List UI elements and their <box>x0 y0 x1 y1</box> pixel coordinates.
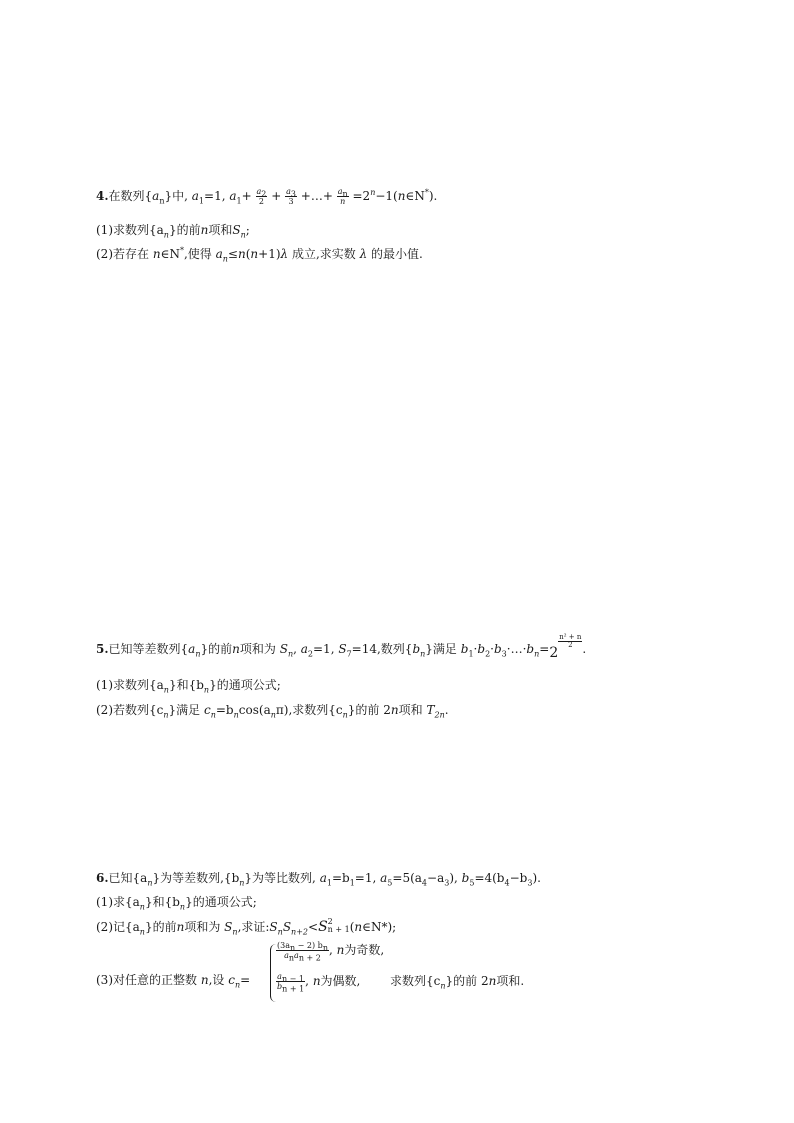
text: ≤ <box>227 247 238 261</box>
var: a <box>277 972 282 981</box>
text: . <box>444 703 449 717</box>
var: a <box>229 189 237 203</box>
text: }的前 <box>144 920 177 934</box>
sub: n <box>270 710 276 720</box>
text: π),求数列{c <box>275 703 343 717</box>
text: =1, <box>354 871 377 885</box>
var: n <box>397 189 406 203</box>
var: n <box>152 247 161 261</box>
text: , <box>293 642 297 656</box>
text: . <box>582 642 587 656</box>
sub: n <box>179 902 186 912</box>
text: }满足 <box>168 703 201 717</box>
text: (1)求{a <box>96 895 140 909</box>
var: n <box>200 973 209 987</box>
case-odd-fraction <box>276 941 329 963</box>
text: 已知{a <box>108 871 148 885</box>
text: =1, <box>313 642 335 656</box>
problem-5-number: 5. <box>96 642 109 656</box>
sub: n <box>163 710 169 720</box>
sub: n <box>147 878 153 888</box>
sub: n+2 <box>291 927 308 937</box>
s-squared-scripts <box>328 918 350 934</box>
text: · <box>473 642 478 656</box>
problem-6-statement <box>96 870 541 886</box>
text: }的前 2 <box>445 974 489 988</box>
var: S <box>269 920 278 934</box>
text: =b <box>215 703 234 717</box>
sub: 2 <box>485 649 491 659</box>
text: 成立,求实数 <box>291 247 356 261</box>
problem-6-question-1 <box>96 894 257 910</box>
var: n <box>176 920 185 934</box>
text: ). <box>532 871 541 885</box>
sub: n + 1 <box>282 984 305 994</box>
sub: n <box>342 710 348 720</box>
text: ( <box>245 247 251 261</box>
exponent-fraction <box>558 634 582 649</box>
var: S <box>282 920 292 934</box>
text: ∈N*); <box>362 920 397 934</box>
sub: n <box>139 902 145 912</box>
sub: n + 1 <box>327 924 350 934</box>
text: = <box>240 973 251 987</box>
var: c <box>203 703 211 717</box>
sup: n <box>370 188 376 197</box>
sub: n <box>232 927 238 937</box>
sub: 1 <box>326 878 332 888</box>
text: 项和 <box>208 223 233 237</box>
text: =b <box>331 871 350 885</box>
text: ,求证: <box>237 920 270 934</box>
den: n <box>340 197 346 206</box>
sub: n <box>289 943 296 953</box>
text: (3a <box>277 941 290 950</box>
var: S <box>232 223 241 237</box>
text: ∈N <box>160 247 180 261</box>
text: 项和为 <box>239 642 276 656</box>
piecewise-case-odd <box>276 941 385 963</box>
sub: 2n <box>434 710 445 720</box>
text: ,使得 <box>183 247 212 261</box>
num: n² + n <box>559 633 582 641</box>
text: − 2) b <box>295 941 323 950</box>
text: cos(a <box>238 703 271 717</box>
sub: n <box>233 710 239 720</box>
text: 的最小值. <box>371 247 423 261</box>
var: n <box>237 247 246 261</box>
var: b <box>493 642 502 656</box>
text: 项和. <box>496 974 525 988</box>
text: =14,数列{ <box>351 642 413 656</box>
text: ; <box>245 223 250 237</box>
sub: n <box>288 953 295 963</box>
text: =5(a <box>392 871 422 885</box>
sub: 2 <box>307 649 313 659</box>
text: (1)求数列{a <box>96 223 164 237</box>
text: 求数列{c <box>390 974 441 988</box>
sub: n <box>322 943 328 953</box>
sup: * <box>424 188 429 197</box>
sub: 3 <box>444 878 450 888</box>
sub: n <box>534 649 540 659</box>
text: }的前 <box>200 642 233 656</box>
text: }的通项公式; <box>185 895 257 909</box>
var: a <box>191 189 199 203</box>
text: 为奇数, <box>344 943 385 957</box>
var: S <box>224 920 233 934</box>
text: 已知等差数列{ <box>108 642 189 656</box>
sub: n <box>139 927 145 937</box>
text: }的前 2 <box>347 703 391 717</box>
var: b <box>526 642 535 656</box>
text: = <box>539 642 550 656</box>
problem-6-question-3-tail <box>390 972 524 989</box>
var: λ <box>280 247 289 261</box>
sub: 5 <box>469 878 475 888</box>
var: b <box>477 642 486 656</box>
problem-6-question-3-lead <box>96 972 250 988</box>
text: ). <box>428 189 438 203</box>
var: a <box>284 951 289 960</box>
var: n <box>390 703 399 717</box>
sub: 1 <box>198 196 205 206</box>
problem-4-question-1 <box>96 222 250 238</box>
sub: n <box>195 649 201 659</box>
text: ·…· <box>506 642 527 656</box>
sup: * <box>179 246 184 255</box>
var: a <box>300 642 308 656</box>
sub: 4 <box>421 878 428 888</box>
text: }满足 <box>425 642 457 656</box>
text: (3)对任意的正整数 <box>96 973 197 987</box>
var: b <box>461 871 470 885</box>
sub: 1 <box>349 878 355 888</box>
fraction-an-over-n <box>337 187 349 206</box>
sub: 3 <box>501 649 507 659</box>
problem-4-statement <box>96 187 437 206</box>
var: n <box>232 642 240 656</box>
text: · <box>490 642 494 656</box>
sub: n <box>163 230 169 240</box>
den: 3 <box>285 196 297 206</box>
var: a <box>215 247 223 261</box>
text: −b <box>509 871 528 885</box>
sub: 3 <box>527 878 533 888</box>
text: 项和为 <box>184 920 221 934</box>
text: , <box>305 974 309 988</box>
sub: n <box>240 230 246 240</box>
sub: n <box>222 254 228 264</box>
den: 2 <box>256 196 268 206</box>
var: b <box>277 982 283 991</box>
sub: n <box>342 189 348 199</box>
var: a <box>294 951 299 960</box>
problem-6-number: 6. <box>96 871 109 885</box>
problem-5-question-2 <box>96 702 449 718</box>
sub: 4 <box>504 878 510 888</box>
text: 在数列{ <box>108 189 153 203</box>
var: a <box>380 871 388 885</box>
var: a <box>256 187 262 196</box>
fraction-a3-over-3 <box>285 187 297 206</box>
text: ), <box>449 871 458 885</box>
var: S <box>279 642 288 656</box>
text: ,设 <box>208 973 225 987</box>
text: }中, <box>164 189 188 203</box>
var: a <box>152 189 160 203</box>
text: (2)若存在 <box>96 247 149 261</box>
var: n <box>336 943 345 957</box>
problem-5-question-1 <box>96 677 281 693</box>
var: T <box>426 703 435 717</box>
sub: n <box>203 685 210 695</box>
text: +1) <box>258 247 281 261</box>
sub: n <box>159 196 165 206</box>
den: 2 <box>558 641 582 649</box>
sub: n <box>440 981 446 991</box>
text: < <box>308 920 319 934</box>
var: a <box>286 187 291 196</box>
text: 为偶数, <box>320 974 361 988</box>
var: S <box>338 642 347 656</box>
text: −a <box>427 871 445 885</box>
sub: n − 1 <box>281 974 304 984</box>
text: ∈N <box>405 189 425 203</box>
sub: n <box>287 649 294 659</box>
text: =4(b <box>474 871 505 885</box>
problem-5-statement <box>96 633 587 661</box>
sub: 3 <box>290 189 296 199</box>
var: b <box>460 642 469 656</box>
text: =2 <box>352 189 371 203</box>
sub: 5 <box>387 878 393 888</box>
var: λ <box>359 247 368 261</box>
sub: n <box>277 927 283 937</box>
sub: 2 <box>261 189 267 199</box>
text: +…+ <box>300 189 333 203</box>
text: }为等比数列, <box>244 871 316 885</box>
text: (2)若数列{c <box>96 703 164 717</box>
text: ( <box>349 920 355 934</box>
text: 项和 <box>398 703 423 717</box>
text: }和{b <box>168 678 204 692</box>
text: , <box>328 943 333 957</box>
var: a <box>337 187 343 196</box>
var: n <box>312 974 321 988</box>
sub: n <box>163 685 169 695</box>
text: }的通项公式; <box>209 678 281 692</box>
text: (2)记{a <box>96 920 140 934</box>
text: 2 <box>549 645 559 661</box>
var: S <box>318 919 328 935</box>
sub: n + 2 <box>298 953 321 963</box>
var: a <box>188 642 196 656</box>
text: −1( <box>375 189 398 203</box>
var: c <box>228 973 235 987</box>
problem-4-question-2 <box>96 246 423 262</box>
problem-4-number: 4. <box>96 189 109 203</box>
sub: n <box>210 710 216 720</box>
var: n <box>354 920 363 934</box>
text: (1)求数列{a <box>96 678 164 692</box>
sub: 1 <box>468 649 474 659</box>
var: n <box>200 223 209 237</box>
problem-6-question-2 <box>96 916 397 937</box>
sub: n <box>234 980 241 990</box>
sup: 2 <box>327 916 333 926</box>
text: =1, <box>204 189 226 203</box>
sub: 7 <box>346 649 352 659</box>
sub: n <box>239 878 245 888</box>
case-even-fraction <box>276 972 305 994</box>
fraction-a2-over-2 <box>256 187 268 206</box>
text: + <box>241 189 252 203</box>
text: }和{b <box>144 895 180 909</box>
sub: n <box>420 649 426 659</box>
var: n <box>488 974 497 988</box>
piecewise-case-even <box>276 972 361 994</box>
var: n <box>250 247 259 261</box>
text: + <box>271 189 282 203</box>
var: a <box>319 871 327 885</box>
var: b <box>412 642 421 656</box>
sub: 1 <box>236 196 242 206</box>
text: }的前 <box>168 223 201 237</box>
text: }为等差数列,{b <box>152 871 240 885</box>
